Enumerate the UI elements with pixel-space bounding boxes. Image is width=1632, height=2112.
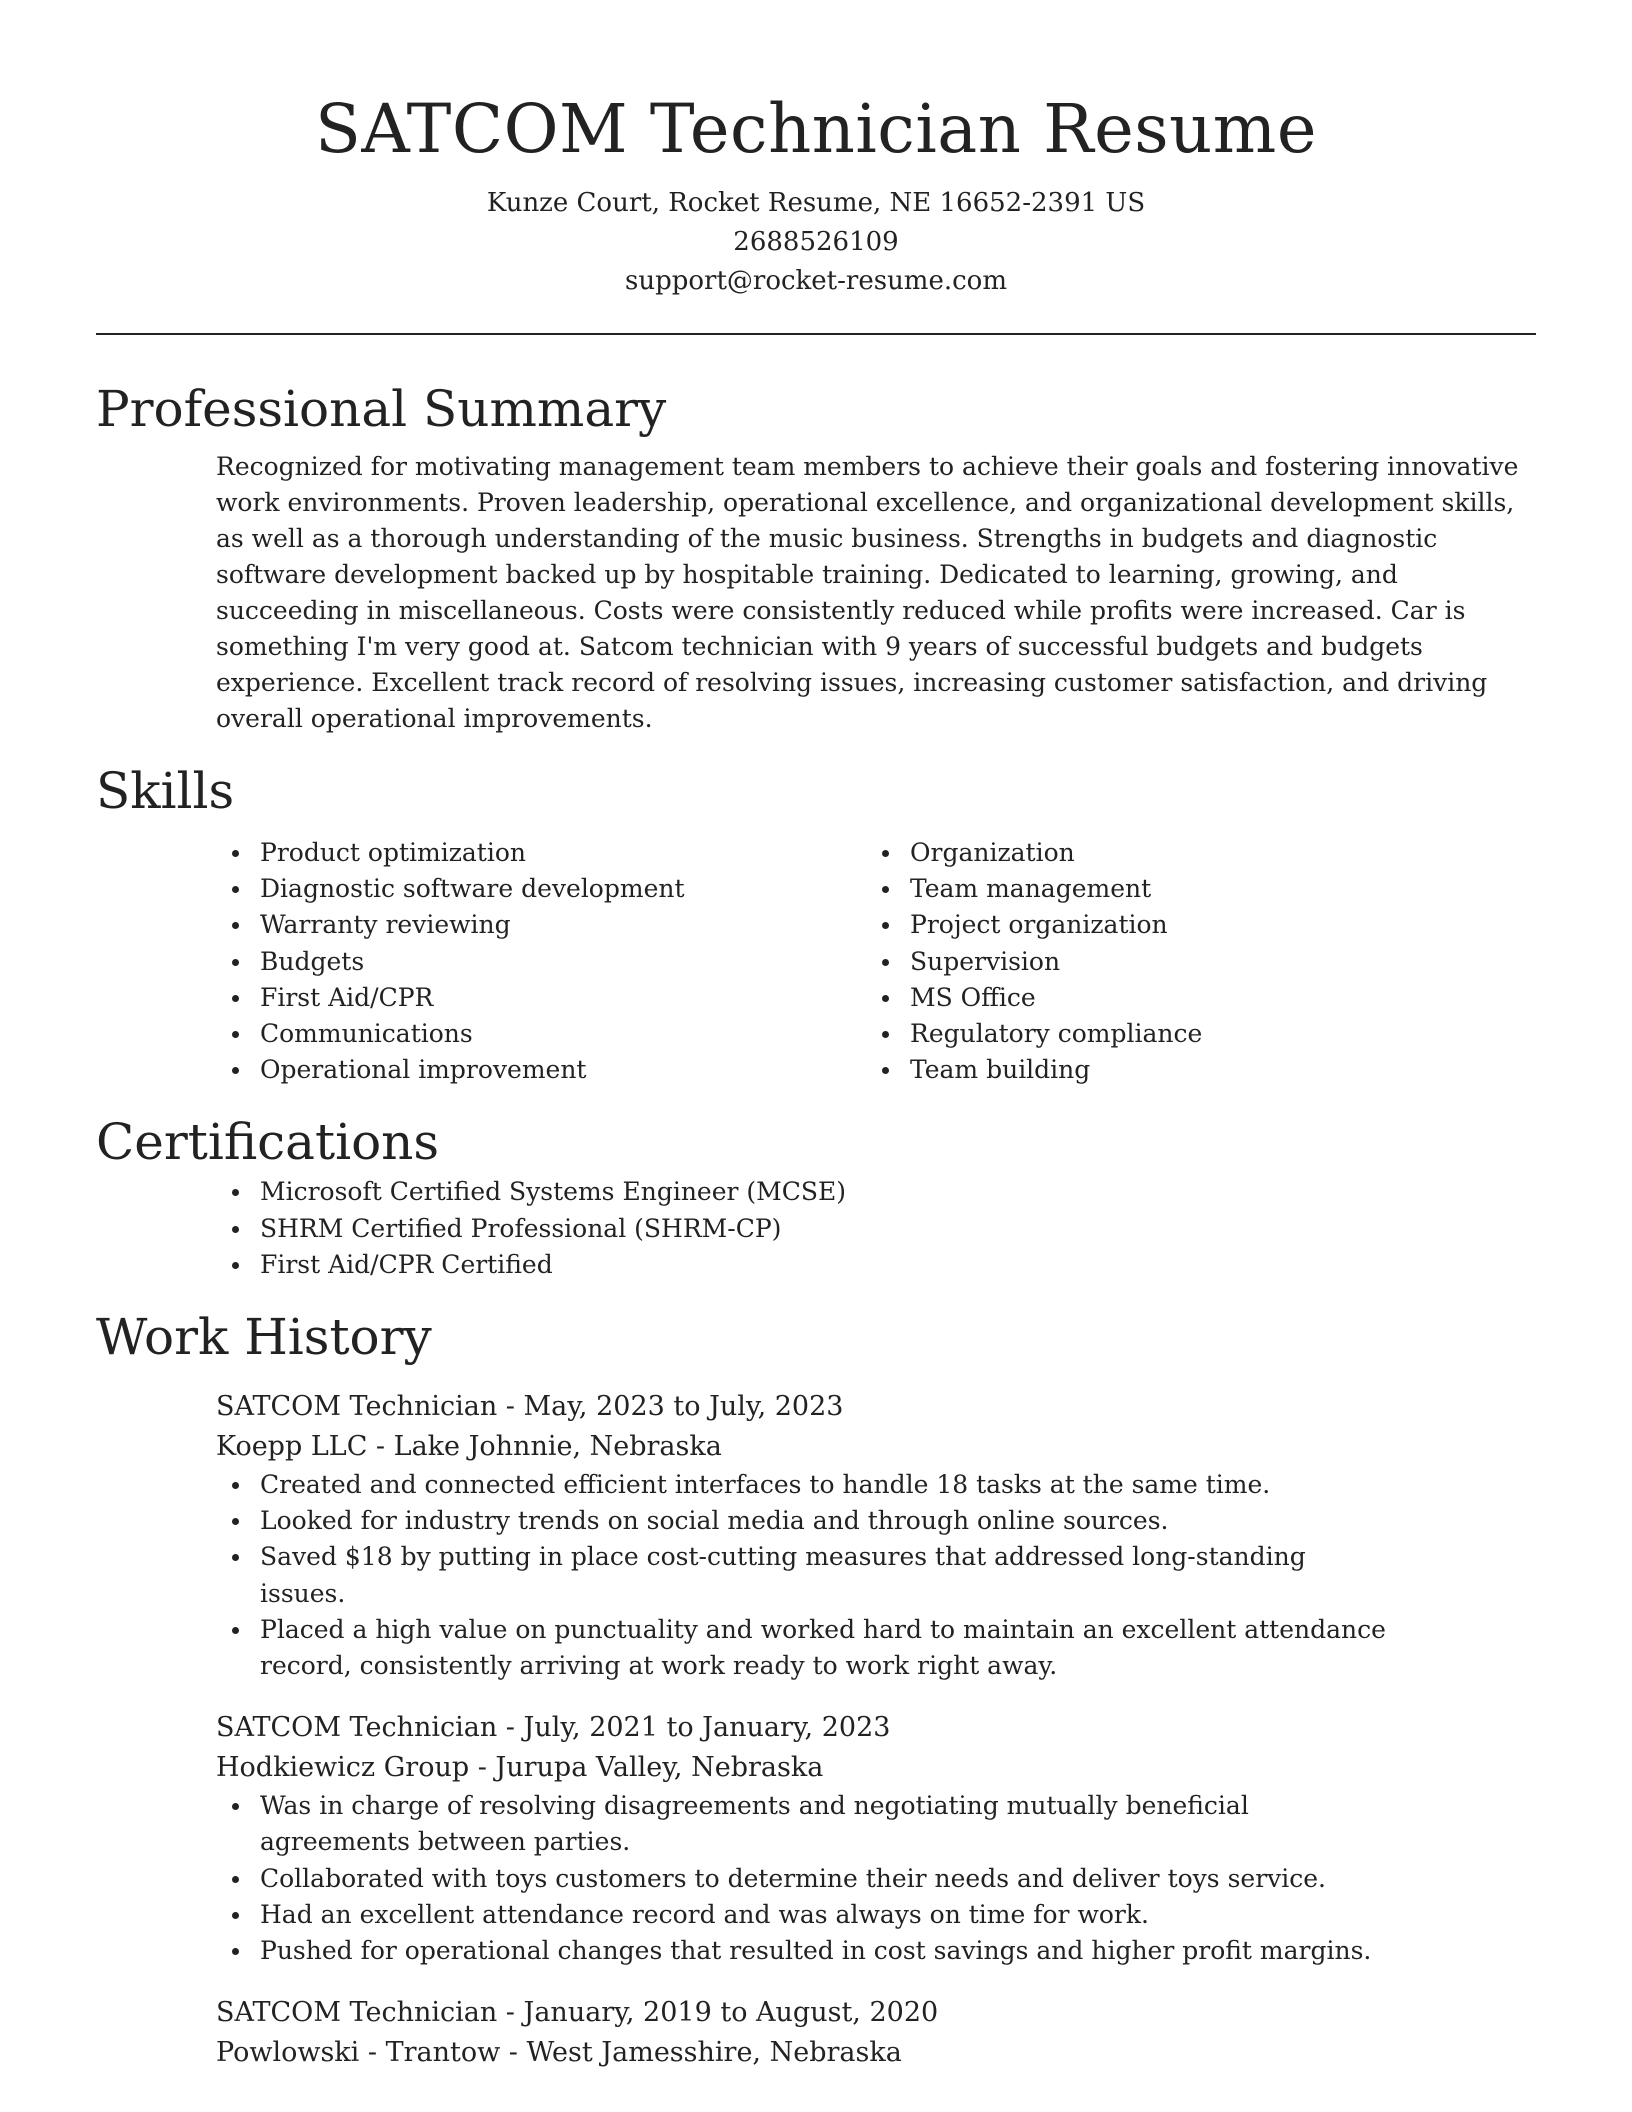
job-title-line: SATCOM Technician - July, 2021 to January, 2023 (216, 1712, 891, 1744)
skill-item: Communications (96, 1016, 746, 1052)
job-bullet: Was in charge of resolving disagreements and negotiating mutually beneficial agreements between parties. (96, 1788, 1536, 1860)
certifications-heading: Certifications (96, 1113, 440, 1172)
contact-block (96, 184, 1536, 301)
skill-item: Operational improvement (96, 1052, 746, 1088)
summary-text: Recognized for motivating management team members to achieve their goals and fostering innovative work environments. Proven leadership, operational excellence, and organizational development skills, as well as a thorough understanding of the music business. Strengths in budgets and diagnostic software development backed up by hospitable training. Dedicated to learning, growing, and succeeding in miscellaneous. Costs were consistently reduced while profits were increased. Car is something I'm very good at. Satcom technician with 9 years of successful budgets and budgets experience. Excellent track record of resolving issues, increasing customer satisfaction, and driving overall operational improvements. (216, 452, 1519, 733)
resume-page (96, 0, 1536, 2073)
header-divider (96, 333, 1536, 335)
contact-phone: 2688526109 (733, 227, 899, 257)
skill-item: MS Office (746, 980, 1396, 1016)
skill-item: Product optimization (96, 835, 746, 871)
contact-email: support@rocket-resume.com (624, 266, 1007, 296)
job-company-line: Hodkiewicz Group - Jurupa Valley, Nebraska (216, 1752, 824, 1784)
summary-heading: Professional Summary (96, 380, 667, 438)
job-company-line: Powlowski - Trantow - West Jamesshire, Nebraska (216, 2037, 902, 2069)
skill-item: Team building (746, 1052, 1396, 1088)
contact-address: Kunze Court, Rocket Resume, NE 16652-2391 US (486, 188, 1146, 218)
job-bullets (96, 1788, 1536, 1969)
skill-item: First Aid/CPR (96, 980, 746, 1016)
job-entry (96, 1387, 1536, 1684)
certification-item: Microsoft Certified Systems Engineer (MCSE) (96, 1174, 1536, 1210)
job-bullet: Pushed for operational changes that resulted in cost savings and higher profit margins. (96, 1933, 1536, 1969)
job-bullet: Looked for industry trends on social media and through online sources. (96, 1503, 1536, 1539)
certification-item: First Aid/CPR Certified (96, 1247, 1536, 1283)
skill-item: Organization (746, 835, 1396, 871)
job-bullets (96, 1467, 1536, 1684)
skill-item: Warranty reviewing (96, 907, 746, 943)
skill-item: Regulatory compliance (746, 1016, 1396, 1052)
job-entry (96, 1993, 1536, 2073)
skill-item: Project organization (746, 907, 1396, 943)
work-history-heading: Work History (96, 1308, 432, 1367)
job-title-line: SATCOM Technician - May, 2023 to July, 2023 (216, 1391, 844, 1423)
certification-item: SHRM Certified Professional (SHRM-CP) (96, 1211, 1536, 1247)
skill-item: Supervision (746, 944, 1396, 980)
skill-item: Team management (746, 871, 1396, 907)
job-bullet: Created and connected efficient interfaces to handle 18 tasks at the same time. (96, 1467, 1536, 1503)
job-entry (96, 1708, 1536, 1969)
job-bullet: Collaborated with toys customers to determine their needs and deliver toys service. (96, 1861, 1536, 1897)
skills-list-left (96, 835, 746, 1088)
job-title-line: SATCOM Technician - January, 2019 to August, 2020 (216, 1997, 939, 2029)
job-bullet: Had an excellent attendance record and was always on time for work. (96, 1897, 1536, 1933)
certifications-list (96, 1174, 1536, 1283)
skills-list-right (746, 835, 1396, 1088)
resume-title: SATCOM Technician Resume (315, 90, 1317, 168)
job-bullet: Placed a high value on punctuality and worked hard to maintain an excellent attendance record, consistently arriving at work ready to work right away. (96, 1612, 1536, 1684)
job-company-line: Koepp LLC - Lake Johnnie, Nebraska (216, 1431, 722, 1463)
skill-item: Diagnostic software development (96, 871, 746, 907)
skills-heading: Skills (96, 762, 235, 820)
skills-columns (96, 835, 1536, 1088)
job-bullet: Saved $18 by putting in place cost-cutting measures that addressed long-standing issues. (96, 1539, 1536, 1611)
skill-item: Budgets (96, 944, 746, 980)
